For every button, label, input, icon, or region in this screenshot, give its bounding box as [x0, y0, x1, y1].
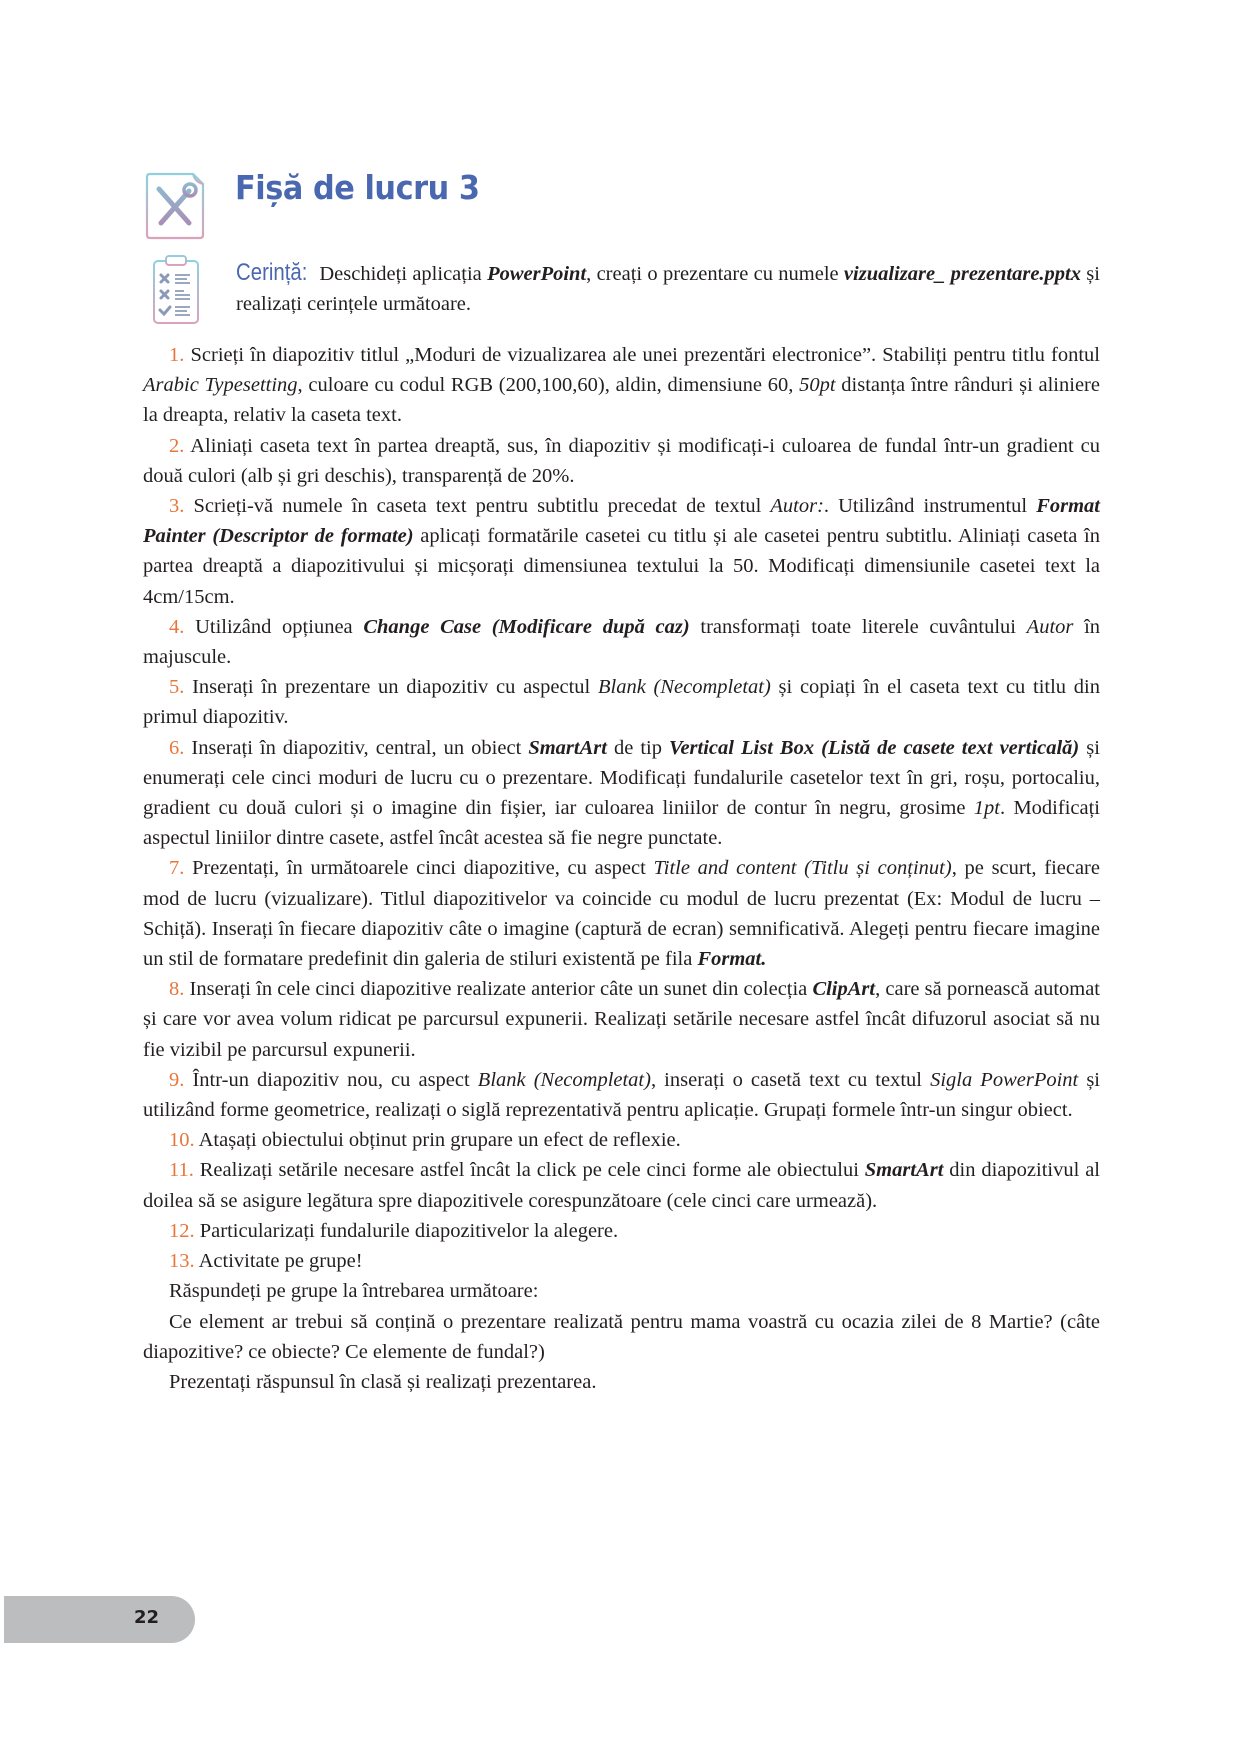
task-text: Ce element ar trebui să conțină o prezentare realizată pentru mama voastră cu ocazia zilei de 8 Martie? (câte diapozitive? ce obiecte? Ce elemente de fundal?) [143, 1310, 1100, 1363]
task-text: Activitate pe grupe! [194, 1250, 363, 1273]
task-text: și enumerați cele cinci moduri de lucru cu o prezentare. Modificați fundalurile casetelor text în gri, roșu, portocaliu, gradient cu două culori și o imagine din fișier, iar culoarea liniilor de contur în negru, grosime [143, 736, 1100, 820]
task-text: , care să pornească automat și care vor avea volum ridicat pe parcursul expunerii. Realizați setările necesare astfel încât difuzorul asociat să nu fie vizibil pe parcursul expunerii. [143, 978, 1100, 1061]
task-emphasis: 50pt [799, 374, 836, 397]
task-item [143, 853, 1100, 974]
task-text: Inserați în diapozitiv, central, un obiect [184, 736, 529, 759]
task-item [143, 491, 1100, 612]
task-number: 6. [169, 736, 185, 759]
task-emphasis: ClipArt [812, 978, 876, 1001]
task-list [143, 340, 1100, 1397]
task-text: de tip [606, 736, 670, 759]
tools-icon [143, 171, 207, 241]
task-number: 7. [169, 857, 185, 880]
checklist-icon [151, 253, 201, 325]
task-text: și copiați în el caseta text cu titlu din primul diapozitiv. [143, 676, 1100, 729]
task-text: Atașați obiectului obținut prin grupare un efect de reflexie. [194, 1129, 681, 1152]
intro-text: Deschideți aplicația [314, 263, 488, 285]
task-item [143, 1216, 1100, 1246]
app-name: PowerPoint [487, 263, 587, 285]
task-item [143, 1246, 1100, 1276]
task-text: , pe scurt, fiecare mod de lucru (vizualizare). Titlul diapozitivelor va coincide cu modul de lucru prezentat (Ex: Modul de lucru – Schiță). Inserați în fiecare diapozitiv câte o imagine (captură de ecran) semnificativă. Alegeți pentru fiecare imagine un stil de formatare predefinit din galeria de stiluri existentă pe fila [143, 857, 1100, 971]
task-text: Inserați în prezentare un diapozitiv cu aspectul [184, 676, 598, 699]
task-text: Scrieți-vă numele în caseta text pentru subtitlu precedat de textul [184, 495, 771, 518]
task-number: 9. [169, 1068, 185, 1091]
task-item [143, 340, 1100, 431]
task-text: Prezentați răspunsul în clasă și realizați prezentarea. [169, 1370, 597, 1393]
task-text: Inserați în cele cinci diapozitive realizate anterior câte un sunet din colecția [184, 978, 813, 1001]
task-text: . Modificați aspectul liniilor dintre casete, astfel încât acestea să fie negre punctate. [143, 797, 1100, 850]
task-emphasis: Vertical List Box (Listă de casete text verticală) [669, 736, 1080, 759]
task-text: Într-un diapozitiv nou, cu aspect [184, 1068, 478, 1091]
task-number: 13. [169, 1250, 195, 1273]
task-text: distanța între rânduri și aliniere la dreapta, relativ la caseta text. [143, 374, 1100, 427]
requirement-label: Cerință: [236, 259, 308, 286]
task-text: transformați toate literele cuvântului [689, 615, 1027, 638]
task-emphasis: Blank (Necompletat) [477, 1068, 651, 1091]
task-text: Scrieți în diapozitiv titlul „Moduri de vizualizarea ale unei prezentări electronice”. Stabiliți pentru titlu fontul [184, 344, 1100, 366]
task-item [143, 431, 1100, 491]
file-name: vizualizare_ prezentare.pptx [843, 263, 1081, 285]
task-number: 1. [169, 344, 185, 366]
task-number: 10. [169, 1129, 195, 1152]
task-text: , inserați o casetă text cu textul [650, 1068, 931, 1091]
task-emphasis: Format Painter (Descriptor de formate) [143, 495, 1100, 548]
task-item [143, 1065, 1100, 1125]
task-emphasis: Autor [1026, 615, 1074, 638]
task-text: Prezentați, în următoarele cinci diapozitive, cu aspect [184, 857, 654, 880]
task-item [143, 1276, 1100, 1306]
page-number-tab [4, 1596, 195, 1643]
task-text: , culoare cu codul RGB (200,100,60), aldin, dimensiune 60, [297, 374, 800, 397]
task-text: aplicați formatările casetei cu titlu și ale casetei pentru subtitlu. Aliniați caseta în partea dreaptă a diapozitivului și micșorați dimensiunea textului la 50. Modificați dimensiunile casetei text la 4cm/15cm. [143, 525, 1101, 608]
task-number: 12. [169, 1219, 195, 1242]
task-text: Realizați setările necesare astfel încât la click pe cele cinci forme ale obiectului [193, 1159, 865, 1182]
task-item [143, 1307, 1100, 1367]
task-emphasis: Autor: [770, 495, 824, 518]
intro-text: , creați o prezentare cu numele [586, 263, 844, 285]
task-item [143, 672, 1100, 732]
task-number: 5. [169, 676, 185, 699]
task-text: Particularizați fundalurile diapozitivelor la alegere. [194, 1219, 619, 1242]
task-text: Răspundeți pe grupe la întrebarea următoare: [169, 1280, 539, 1303]
task-item [143, 1155, 1100, 1215]
task-item [143, 733, 1100, 854]
task-emphasis: SmartArt [864, 1159, 944, 1182]
task-emphasis: Blank (Necompletat) [597, 676, 771, 699]
task-text: . Utilizând instrumentul [823, 495, 1037, 518]
intro-text: și realizați cerințele următoare. [236, 263, 1100, 315]
task-text: Aliniați caseta text în partea dreaptă, sus, în diapozitiv și modificați-i culoarea de fundal într-un gradient cu două culori (alb și gri deschis), transparență de 20%. [143, 434, 1100, 487]
task-text: și utilizând forme geometrice, realizați o siglă reprezentativă pentru aplicație. Grupați formele într-un singur obiect. [143, 1068, 1100, 1122]
task-number: 11. [169, 1159, 194, 1182]
page-title: Fișă de lucru 3 [235, 168, 480, 207]
task-text: Utilizând opțiunea [184, 615, 364, 638]
task-emphasis: SmartArt [528, 736, 607, 759]
task-emphasis: Arabic Typesetting [143, 374, 298, 397]
task-emphasis: 1pt [973, 797, 1000, 820]
task-emphasis: Title and content (Titlu și conținut) [653, 857, 952, 880]
task-text: în majuscule. [143, 615, 1101, 669]
task-item [143, 612, 1100, 672]
task-item [143, 1367, 1100, 1397]
page-number: 22 [133, 1607, 159, 1628]
task-emphasis: Format. [697, 948, 767, 971]
task-text: din diapozitivul al doilea să se asigure legătura spre diapozitivele corespunzătoare (cele cinci care urmează). [143, 1159, 1100, 1212]
task-emphasis: Change Case (Modificare după caz) [363, 615, 690, 638]
task-number: 3. [169, 495, 185, 518]
task-item [143, 1125, 1100, 1155]
requirement-intro [236, 258, 1100, 319]
task-emphasis: Sigla PowerPoint [930, 1068, 1079, 1091]
task-number: 4. [169, 615, 185, 638]
task-item [143, 974, 1100, 1065]
task-number: 8. [169, 978, 185, 1001]
task-number: 2. [169, 434, 185, 457]
